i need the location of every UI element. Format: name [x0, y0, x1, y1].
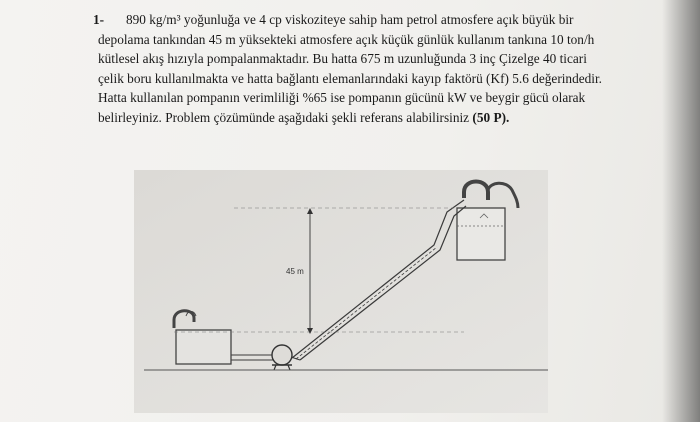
height-label: 45 m: [286, 267, 304, 276]
points-label: (50 P).: [472, 109, 510, 125]
problem-number: 1-: [93, 12, 105, 27]
problem-text: [98, 10, 608, 128]
problem-line-3: kütlesel akış hızıyla pompalanmaktadır. Bu hatta 675 m uzunluğunda 3 inç Çizelge 40 ticari: [98, 51, 587, 67]
system-diagram: [134, 170, 548, 413]
daily-use-tank: [457, 208, 505, 260]
problem-line-6-text: belirleyiniz. Problem çözümünde aşağıdaki şekli referans alabilirsiniz: [98, 109, 470, 125]
page-edge-shadow: [662, 0, 700, 422]
storage-tank: [176, 330, 231, 364]
system-figure: [134, 170, 548, 413]
problem-line-1: 890 kg/m³ yoğunluğa ve 4 cp viskoziteye sahip ham petrol atmosfere açık büyük bir: [126, 12, 574, 27]
figure-background: [134, 170, 548, 413]
problem-line-5: Hatta kullanılan pompanın verimliliği %65 ise pompanın gücünü kW ve beygir gücü olarak: [98, 90, 586, 106]
problem-line-6: [98, 108, 608, 128]
problem-line-4: çelik boru kullanılmakta ve hatta bağlantı elemanlarındaki kayıp faktörü (Kf) 5.6 değerindedir.: [98, 70, 602, 86]
problem-line-2: depolama tankından 45 m yüksekteki atmosfere açık küçük günlük kullanım tankına 10 ton/h: [98, 31, 595, 47]
